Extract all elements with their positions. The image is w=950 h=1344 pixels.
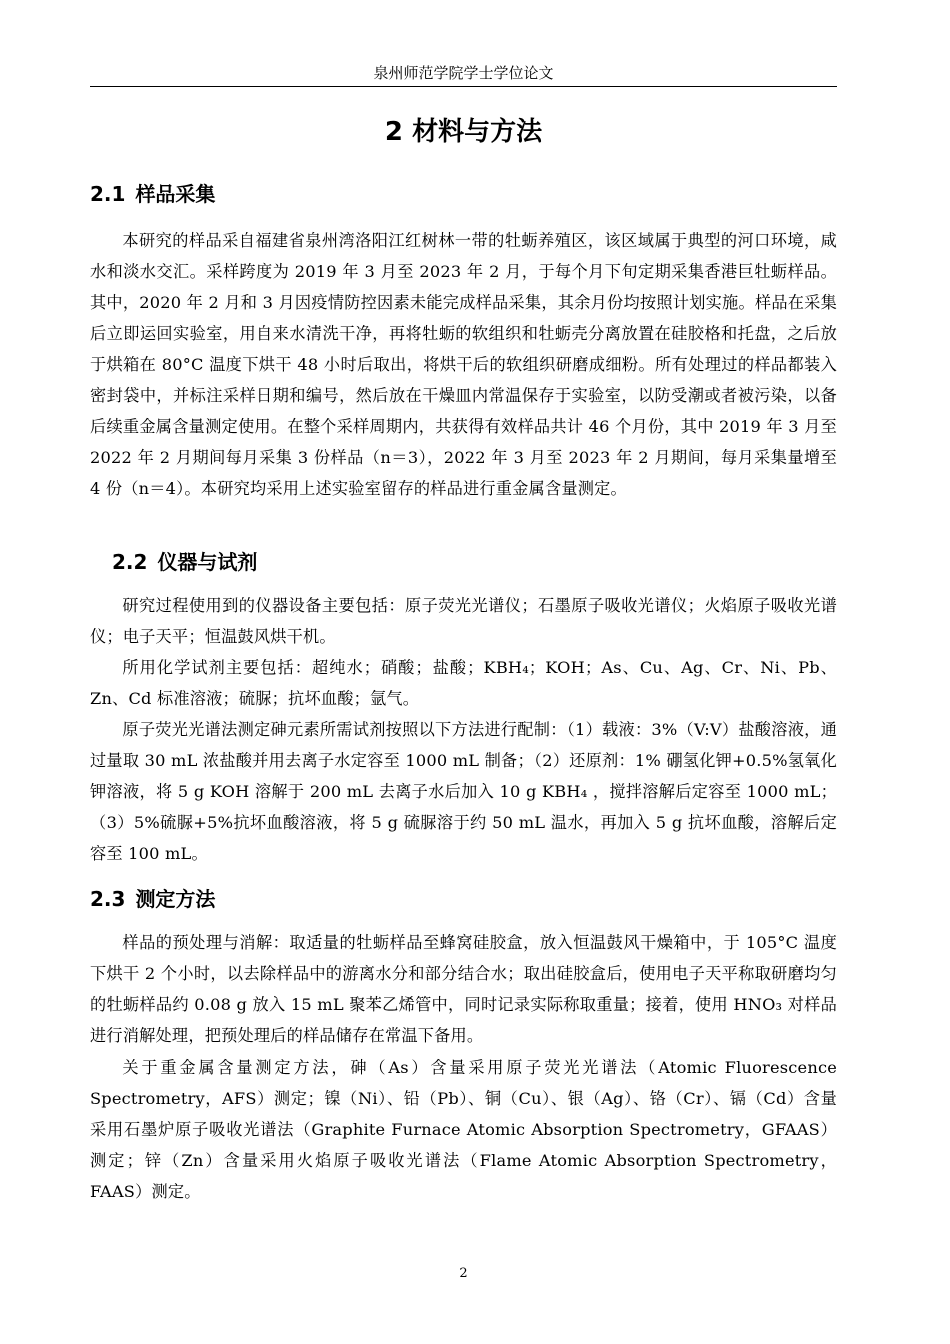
header-rule	[90, 86, 837, 87]
section-heading-2-1	[90, 180, 837, 208]
paragraph: 研究过程使用到的仪器设备主要包括：原子荧光光谱仪；石墨原子吸收光谱仪；火焰原子吸收光谱仪；电子天平；恒温鼓风烘干机。	[90, 596, 837, 646]
section-number: 2.3	[90, 887, 126, 911]
section-title: 测定方法	[135, 887, 216, 911]
paragraph: 本研究的样品采自福建省泉州湾洛阳江红树林一带的牡蛎养殖区，该区域属于典型的河口环境，咸水和淡水交汇。采样跨度为 2019 年 3 月至 2023 年 2 月，于每个月下旬定期采集香港巨牡蛎样品。其中，2020 年 2 月和 3 月因疫情防控因素未能完成样品采集，其余月份均按照计划实施。样品在采集后立即运回实验室，用自来水清洗干净，再将牡蛎的软组织和牡蛎壳分离放置在硅胶格和托盘，之后放于烘箱在 80°C 温度下烘干 48 小时后取出，将烘干后的软组织研磨成细粉。所有处理过的样品都装入密封袋中，并标注采样日期和编号，然后放在干燥皿内常温保存于实验室，以防受潮或者被污染，以备后续重金属含量测定使用。在整个采样周期内，共获得有效样品共计 46 个月份，其中 2019 年 3 月至 2022 年 2 月期间每月采集 3 份样品（n＝3），2022 年 3 月至 2023 年 2 月期间，每月采集量增至 4 份（n＝4）。本研究均采用上述实验室留存的样品进行重金属含量测定。	[90, 231, 837, 498]
paragraph: 原子荧光光谱法测定砷元素所需试剂按照以下方法进行配制：（1）载液：3%（V:V）盐酸溶液，通过量取 30 mL 浓盐酸并用去离子水定容至 1000 mL 制备；（2）还原剂：1% 硼氢化钾+0.5%氢氧化钾溶液，将 5 g KOH 溶解于 200 mL 去离子水后加入 10 g KBH₄ ，搅拌溶解后定容至 1000 mL；（3）5%硫脲+5%抗坏血酸溶液，将 5 g 硫脲溶于约 50 mL 温水，再加入 5 g 抗坏血酸，溶解后定容至 100 mL。	[90, 720, 837, 863]
page-number: 2	[459, 1266, 468, 1281]
section-heading-2-3	[90, 885, 837, 913]
section-number: 2.2	[112, 550, 148, 574]
section-heading-2-2	[112, 548, 859, 576]
section-number: 2.1	[90, 182, 126, 206]
paragraph: 关于重金属含量测定方法，砷（As）含量采用原子荧光光谱法（Atomic Fluorescence Spectrometry，AFS）测定；镍（Ni）、铅（Pb）、铜（Cu）、银（Ag）、铬（Cr）、镉（Cd）含量采用石墨炉原子吸收光谱法（Graphite Furnace Atomic Absorption Spectrometry，GFAAS）测定；锌（Zn）含量采用火焰原子吸收光谱法（Flame Atomic Absorption Spectrometry，FAAS）测定。	[90, 1058, 837, 1201]
section-title: 样品采集	[135, 182, 216, 206]
running-header: 泉州师范学院学士学位论文	[373, 64, 554, 82]
paragraph: 所用化学试剂主要包括：超纯水；硝酸；盐酸；KBH₄；KOH；As、Cu、Ag、Cr、Ni、Pb、Zn、Cd 标准溶液；硫脲；抗坏血酸；氩气。	[90, 658, 837, 708]
section-title: 仪器与试剂	[157, 550, 258, 574]
paragraph: 样品的预处理与消解：取适量的牡蛎样品至蜂窝硅胶盒，放入恒温鼓风干燥箱中，于 105°C 温度下烘干 2 个小时，以去除样品中的游离水分和部分结合水；取出硅胶盒后，使用电子天平称取研磨均匀的牡蛎样品约 0.08 g 放入 15 mL 聚苯乙烯管中，同时记录实际称取重量；接着，使用 HNO₃ 对样品进行消解处理，把预处理后的样品储存在常温下备用。	[90, 933, 837, 1045]
chapter-title: 2 材料与方法	[384, 117, 543, 147]
